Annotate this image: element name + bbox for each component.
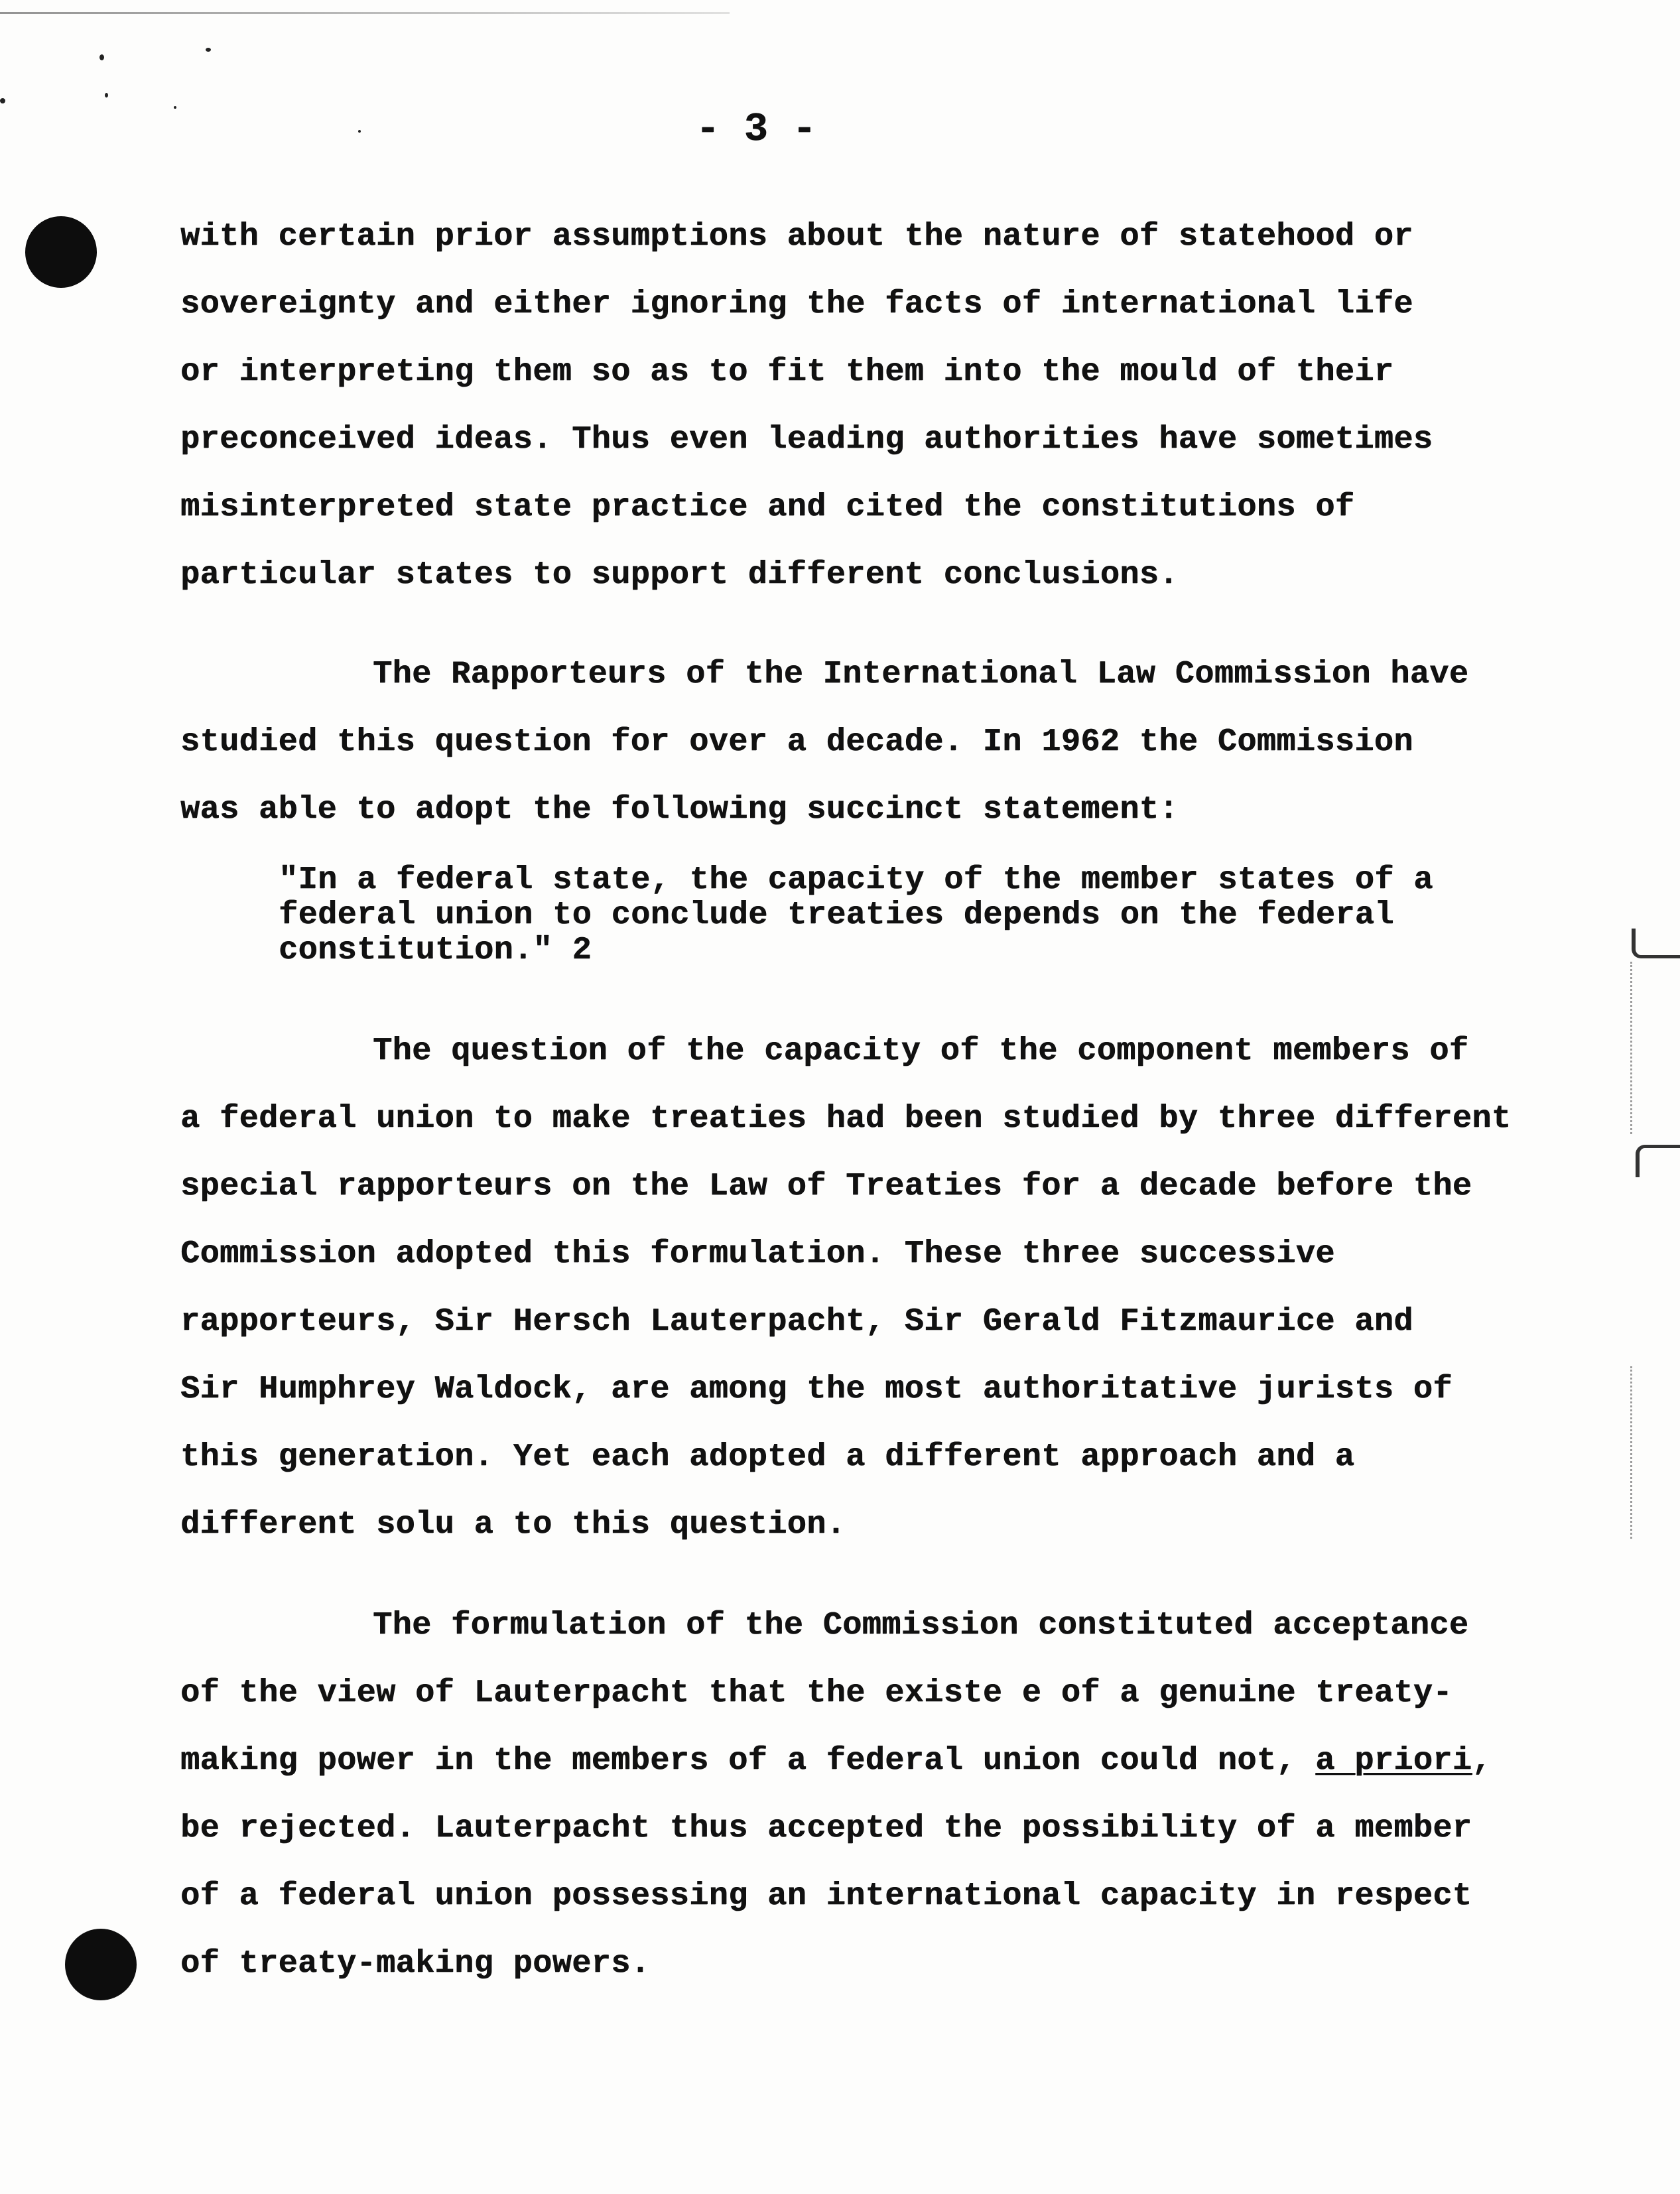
text-line: different solu a to this question. [180,1506,846,1543]
scan-speck [105,93,108,97]
paragraph-4 [180,1592,1547,1998]
quote-line: "In a federal state, the capacity of the member states of a [279,862,1433,898]
text-line: of a federal union possessing an international capacity in respect [180,1878,1472,1914]
text-line: Sir Humphrey Waldock, are among the most authoritative jurists of [180,1371,1453,1407]
text-line: this generation. Yet each adopted a different approach and a [180,1439,1355,1475]
text-line: with certain prior assumptions about the nature of statehood or [180,218,1413,255]
margin-bracket-lower [1636,1145,1680,1177]
text-line: particular states to support different conclusions. [180,556,1179,593]
margin-bracket-upper [1632,929,1680,958]
paragraph-1 [180,203,1547,609]
text-line: misinterpreted state practice and cited the constitutions of [180,489,1355,525]
quote-line: federal union to conclude treaties depends on the federal [279,897,1394,933]
text-line: preconceived ideas. Thus even leading authorities have sometimes [180,421,1433,458]
scan-speck [99,54,104,60]
text-line [180,1727,1547,1795]
text-line: sovereignty and either ignoring the facts of international life [180,286,1413,322]
text-line: of treaty-making powers. [180,1945,651,1982]
text-line: a federal union to make treaties had been studied by three different [180,1100,1512,1137]
text-line: be rejected. Lauterpacht thus accepted the possibility of a member [180,1810,1472,1846]
emphasis-underlined: a priori [1315,1742,1472,1779]
scan-speck [358,130,361,133]
paragraph-2 [180,641,1547,844]
punch-hole-top [25,216,97,288]
text-line: The formulation of the Commission constituted acceptance [373,1607,1469,1644]
text-line: or interpreting them so as to fit them into the mould of their [180,354,1394,390]
text-line: The question of the capacity of the component members of [373,1033,1469,1069]
punch-hole-bottom [65,1929,137,2000]
page-number: - 3 - [695,107,817,153]
text-line: rapporteurs, Sir Hersch Lauterpacht, Sir Gerald Fitzmaurice and [180,1303,1413,1340]
text-segment: , [1472,1742,1492,1779]
scan-speck [0,98,5,103]
text-line: studied this question for over a decade. In 1962 the Commission [180,724,1413,760]
paragraph-3 [180,1017,1547,1559]
block-quote [279,862,1472,968]
margin-dotted-line [1630,962,1632,1134]
scan-speck [206,48,211,52]
text-line: special rapporteurs on the Law of Treaties for a decade before the [180,1168,1472,1204]
scan-speck [174,106,176,109]
scan-top-edge [0,12,730,14]
quote-line: constitution." 2 [279,932,592,968]
text-line: was able to adopt the following succinct statement: [180,791,1179,828]
text-line: of the view of Lauterpacht that the existe e of a genuine treaty- [180,1675,1453,1711]
margin-dotted-line [1630,1366,1632,1539]
text-line: The Rapporteurs of the International Law Commission have [373,656,1469,692]
text-line: Commission adopted this formulation. These three successive [180,1236,1335,1272]
text-segment: making power in the members of a federal union could not, [180,1742,1316,1779]
